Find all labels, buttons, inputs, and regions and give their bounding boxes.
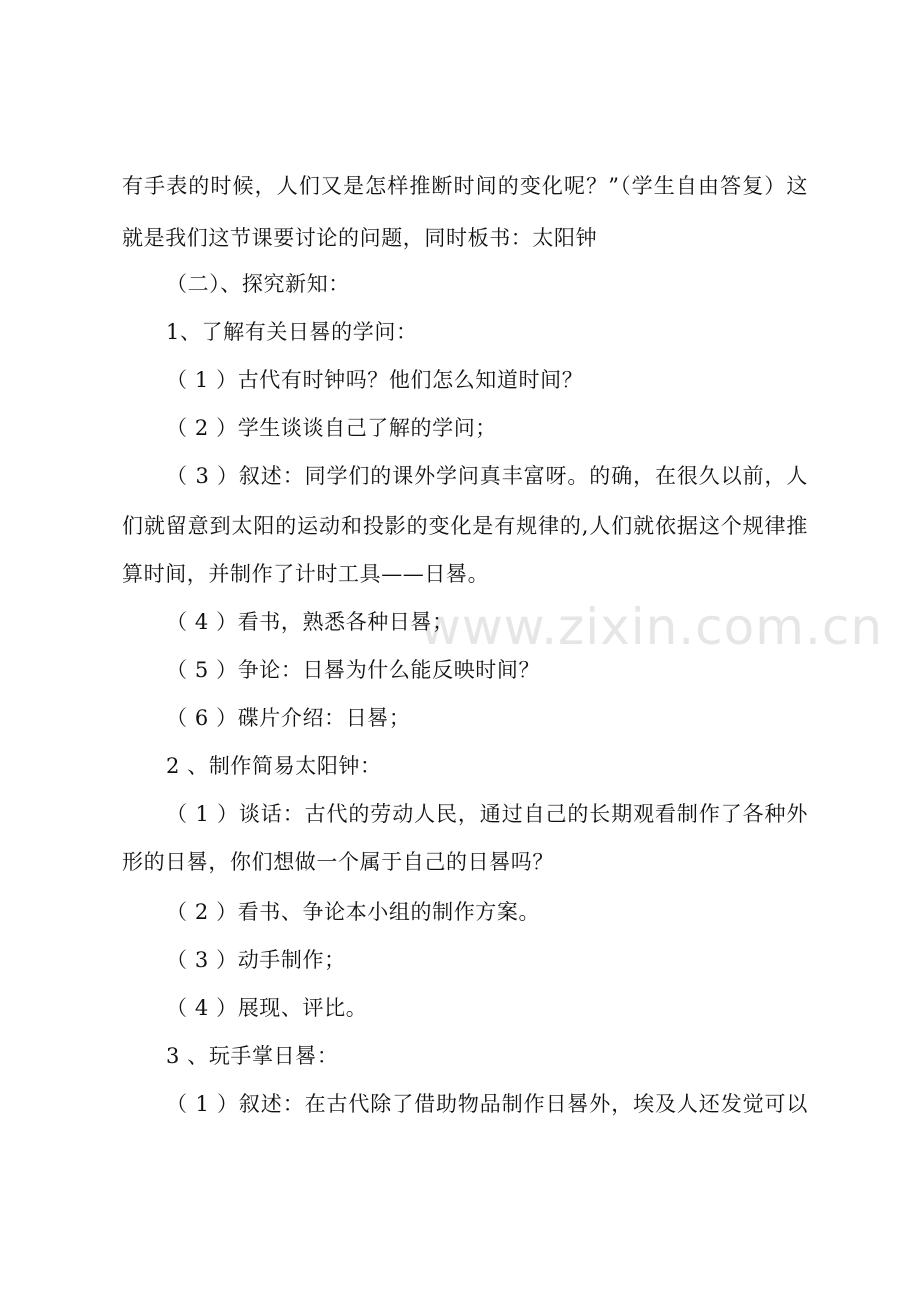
list-item: （ 1 ）谈话：古代的劳动人民，通过自己的长期观看制作了各种外 bbox=[166, 802, 808, 826]
list-item: （ 6 ）碟片介绍：日晷； bbox=[166, 706, 411, 730]
list-item: （ 1 ）古代有时钟吗？他们怎么知道时间？ bbox=[166, 368, 584, 392]
list-item: （ 1 ）叙述：在古代除了借助物品制作日晷外，埃及人还发觉可以 bbox=[166, 1092, 808, 1116]
paragraph-line-2: 就是我们这节课要讨论的问题，同时板书：太阳钟 bbox=[122, 226, 598, 250]
paragraph-line: 形的日晷，你们想做一个属于自己的日晷吗？ bbox=[122, 850, 554, 874]
paragraph-line: 们就留意到太阳的运动和投影的变化是有规律的,人们就依据这个规律推 bbox=[122, 514, 808, 538]
watermark: www.zixin.com.cn bbox=[420, 598, 884, 656]
section-heading: （二）、探究新知： bbox=[166, 272, 350, 296]
list-item: （ 3 ）叙述：同学们的课外学问真丰富呀。的确，在很久以前，人 bbox=[166, 464, 808, 488]
list-item: （ 2 ）看书、争论本小组的制作方案。 bbox=[166, 900, 541, 924]
subsection-heading-1: 1、了解有关日晷的学问： bbox=[166, 320, 418, 344]
subsection-heading-2: 2 、制作简易太阳钟： bbox=[166, 754, 382, 778]
list-item: （ 2 ）学生谈谈自己了解的学问； bbox=[166, 416, 497, 440]
list-item: （ 4 ）展现、评比。 bbox=[166, 996, 368, 1020]
list-item: （ 3 ）动手制作； bbox=[166, 948, 346, 972]
paragraph-line-1: 有手表的时候，人们又是怎样推断时间的变化呢？”（学生自由答复）这 bbox=[122, 174, 808, 198]
list-item: （ 4 ）看书，熟悉各种日晷； bbox=[166, 610, 454, 634]
list-item: （ 5 ）争论：日晷为什么能反映时间？ bbox=[166, 658, 541, 682]
subsection-heading-3: 3 、玩手掌日晷： bbox=[166, 1044, 339, 1068]
paragraph-line: 算时间，并制作了计时工具——日晷。 bbox=[122, 562, 490, 586]
